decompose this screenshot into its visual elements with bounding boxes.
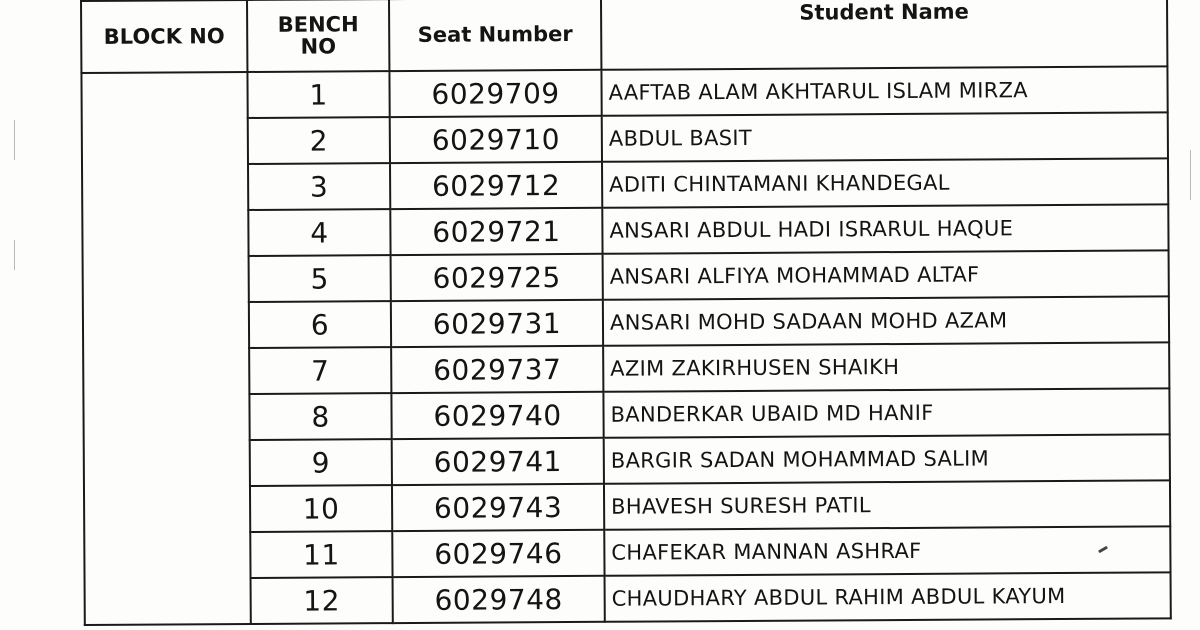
header-bench-no bbox=[247, 0, 389, 72]
student-name: ADITI CHINTAMANI KHANDEGAL bbox=[602, 158, 1168, 207]
bench-number: 5 bbox=[249, 255, 391, 302]
seat-number: 6029709 bbox=[389, 70, 601, 117]
student-name: ANSARI MOHD SADAAN MOHD AZAM bbox=[603, 296, 1169, 345]
bench-number: 8 bbox=[249, 393, 391, 440]
header-student-name: Student Name bbox=[601, 0, 1167, 70]
header-block-no: BLOCK NO bbox=[81, 0, 247, 73]
seat-number: 6029721 bbox=[390, 208, 602, 255]
header-row bbox=[81, 0, 1167, 73]
table-header bbox=[81, 0, 1167, 73]
seat-number: 6029740 bbox=[391, 392, 603, 439]
student-name: BANDERKAR UBAID MD HANIF bbox=[603, 388, 1169, 437]
table-row bbox=[81, 66, 1167, 119]
header-bench-no-line1: BENCH bbox=[277, 12, 359, 37]
block-no-cell bbox=[81, 72, 250, 625]
scan-margin-line bbox=[14, 120, 15, 160]
bench-number: 4 bbox=[248, 209, 390, 256]
student-name: CHAFEKAR MANNAN ASHRAF bbox=[604, 526, 1170, 575]
header-seat-number: Seat Number bbox=[389, 0, 601, 71]
scan-margin-line bbox=[14, 240, 15, 270]
table-body bbox=[81, 66, 1170, 625]
student-name: BHAVESH SURESH PATIL bbox=[604, 480, 1170, 529]
bench-number: 7 bbox=[249, 347, 391, 394]
seat-number: 6029725 bbox=[391, 254, 603, 301]
header-bench-no-line2: NO bbox=[300, 34, 337, 59]
seating-arrangement-table bbox=[80, 0, 1172, 626]
seat-number: 6029712 bbox=[390, 162, 602, 209]
bench-number: 1 bbox=[247, 71, 389, 118]
student-name: ABDUL BASIT bbox=[602, 112, 1168, 161]
bench-number: 6 bbox=[249, 301, 391, 348]
seat-number: 6029731 bbox=[391, 300, 603, 347]
student-name: CHAUDHARY ABDUL RAHIM ABDUL KAYUM bbox=[605, 572, 1171, 621]
student-name: BARGIR SADAN MOHAMMAD SALIM bbox=[604, 434, 1170, 483]
student-name: ANSARI ABDUL HADI ISRARUL HAQUE bbox=[602, 204, 1168, 253]
bench-number: 2 bbox=[248, 117, 390, 164]
seat-number: 6029737 bbox=[391, 346, 603, 393]
seat-number: 6029710 bbox=[390, 116, 602, 163]
student-name: AZIM ZAKIRHUSEN SHAIKH bbox=[603, 342, 1169, 391]
seat-number: 6029748 bbox=[393, 576, 605, 623]
seat-number: 6029743 bbox=[392, 484, 604, 531]
bench-number: 12 bbox=[251, 577, 393, 624]
bench-number: 9 bbox=[250, 439, 392, 486]
student-name: AAFTAB ALAM AKHTARUL ISLAM MIRZA bbox=[601, 66, 1167, 115]
student-name: ANSARI ALFIYA MOHAMMAD ALTAF bbox=[603, 250, 1169, 299]
bench-number: 10 bbox=[250, 485, 392, 532]
scan-margin-line bbox=[1190, 150, 1191, 200]
bench-number: 3 bbox=[248, 163, 390, 210]
seat-number: 6029746 bbox=[392, 530, 604, 577]
seat-number: 6029741 bbox=[392, 438, 604, 485]
bench-number: 11 bbox=[250, 531, 392, 578]
